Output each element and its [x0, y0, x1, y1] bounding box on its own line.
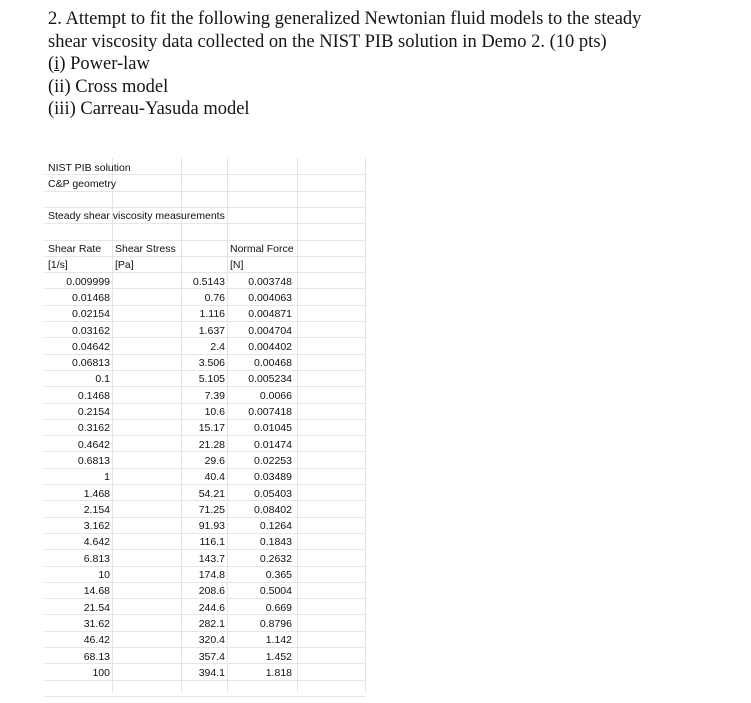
model-item-carreau-yasuda: (iii) Carreau-Yasuda model [48, 99, 250, 119]
cell-normal-force: 0.01045 [254, 422, 292, 435]
unit-normal-force: [N] [230, 259, 244, 272]
cell-normal-force: 0.1264 [259, 520, 292, 533]
cell-normal-force: 0.00468 [254, 357, 292, 370]
spreadsheet-table [44, 158, 366, 692]
cell-shear-stress: 5.105 [198, 373, 225, 386]
cell-shear-stress: 0.5143 [192, 275, 225, 288]
cell-normal-force: 1.142 [265, 634, 292, 647]
cell-shear-rate: 1.468 [83, 487, 110, 500]
cell-normal-force: 0.8796 [259, 617, 292, 630]
cell-normal-force: 0.003748 [248, 275, 292, 288]
cell-normal-force: 0.669 [265, 601, 292, 614]
grid-column-line [297, 158, 298, 692]
grid-row-line [44, 696, 366, 697]
cell-shear-stress: 357.4 [198, 650, 225, 663]
cell-normal-force: 0.05403 [254, 487, 292, 500]
cell-shear-rate: 2.154 [83, 503, 110, 516]
item-prefix: ( [48, 54, 55, 74]
cell-normal-force: 0.1843 [259, 536, 292, 549]
model-item-power-law [48, 53, 728, 76]
cell-shear-rate: 6.813 [83, 552, 110, 565]
cell-normal-force: 1.452 [265, 650, 292, 663]
cell-shear-stress: 10.6 [204, 406, 225, 418]
problem-intro-line-2: shear viscosity data collected on the NIST PIB solution in Demo 2. (10 pts) [48, 31, 607, 52]
cell-shear-rate: 0.4642 [77, 438, 110, 451]
cell-normal-force: 0.004871 [248, 308, 292, 321]
cell-shear-rate: 31.62 [83, 617, 110, 630]
problem-intro-line-1: 2. Attempt to fit the following generalized Newtonian fluid models to the steady [48, 9, 642, 29]
problem-statement [48, 8, 728, 121]
cell-shear-stress: 116.1 [199, 536, 225, 549]
cell-shear-rate: 0.6813 [77, 454, 110, 467]
header-normal-force: Normal Force [230, 243, 294, 255]
cell-normal-force: 0.0066 [259, 389, 292, 402]
cell-shear-stress: 54.21 [198, 487, 225, 500]
cell-shear-rate: 0.03162 [72, 324, 110, 337]
model-item-cross: (ii) Cross model [48, 76, 169, 97]
cell-shear-stress: 7.39 [204, 389, 225, 402]
cell-shear-stress: 320.4 [198, 634, 225, 647]
cell-shear-stress: 394.1 [198, 666, 225, 679]
cell-shear-stress: 3.506 [198, 357, 225, 370]
cell-shear-rate: 0.04642 [72, 340, 110, 353]
cell-shear-rate: 0.009999 [66, 275, 110, 288]
cell-normal-force: 0.5004 [259, 585, 292, 598]
item-numeral: i [54, 54, 60, 74]
cell-shear-rate: 1 [104, 471, 110, 484]
cell-shear-rate: 46.42 [83, 634, 110, 647]
sheet-title: NIST PIB solution [48, 161, 131, 174]
grid-column-line [112, 158, 113, 692]
cell-normal-force: 0.02253 [254, 454, 292, 467]
unit-shear-stress: [Pa] [115, 259, 134, 272]
cell-shear-rate: 0.02154 [72, 308, 110, 321]
cell-shear-stress: 282.1 [198, 617, 225, 630]
cell-normal-force: 0.08402 [254, 503, 292, 516]
cell-normal-force: 0.004063 [248, 291, 292, 304]
cell-shear-stress: 71.25 [198, 503, 225, 516]
cell-shear-stress: 0.76 [204, 291, 225, 304]
cell-normal-force: 0.004704 [248, 324, 292, 337]
cell-normal-force: 0.01474 [254, 438, 292, 451]
sheet-geometry: C&P geometry [48, 177, 117, 190]
cell-normal-force: 1.818 [265, 666, 292, 679]
cell-shear-stress: 29.6 [204, 454, 225, 467]
cell-normal-force: 0.365 [265, 569, 292, 581]
cell-shear-rate: 68.13 [83, 650, 110, 663]
grid-column-line [365, 158, 366, 692]
cell-shear-rate: 0.3162 [77, 422, 110, 435]
cell-shear-stress: 143.7 [198, 552, 225, 565]
cell-shear-stress: 2.4 [210, 340, 225, 353]
cell-shear-stress: 174.8 [198, 569, 225, 581]
cell-normal-force: 0.004402 [248, 340, 292, 353]
cell-shear-stress: 1.116 [199, 308, 225, 321]
cell-shear-stress: 244.6 [198, 601, 225, 614]
header-shear-stress: Shear Stress [115, 243, 176, 255]
cell-shear-rate: 4.642 [83, 536, 110, 549]
cell-normal-force: 0.03489 [254, 471, 292, 484]
cell-shear-rate: 0.06813 [72, 357, 110, 370]
cell-shear-stress: 40.4 [204, 471, 225, 484]
cell-shear-rate: 3.162 [83, 520, 110, 533]
cell-shear-rate: 100 [92, 666, 110, 679]
cell-shear-stress: 1.637 [198, 324, 225, 337]
cell-normal-force: 0.2632 [259, 552, 292, 565]
cell-shear-rate: 10 [98, 569, 110, 581]
item-label: ) Power-law [59, 54, 150, 74]
cell-normal-force: 0.007418 [248, 406, 292, 418]
cell-normal-force: 0.005234 [248, 373, 292, 386]
cell-shear-stress: 15.17 [198, 422, 225, 435]
cell-shear-stress: 208.6 [198, 585, 225, 598]
cell-shear-rate: 0.2154 [77, 406, 110, 418]
cell-shear-rate: 21.54 [83, 601, 110, 614]
cell-shear-rate: 14.68 [83, 585, 110, 598]
sheet-subtitle: Steady shear viscosity measurements [48, 210, 225, 223]
unit-shear-rate: [1/s] [48, 259, 68, 272]
cell-shear-rate: 0.1 [95, 373, 110, 386]
cell-shear-stress: 91.93 [198, 520, 225, 533]
cell-shear-rate: 0.1468 [77, 389, 110, 402]
header-shear-rate: Shear Rate [48, 243, 102, 255]
cell-shear-rate: 0.01468 [72, 291, 110, 304]
cell-shear-stress: 21.28 [198, 438, 225, 451]
